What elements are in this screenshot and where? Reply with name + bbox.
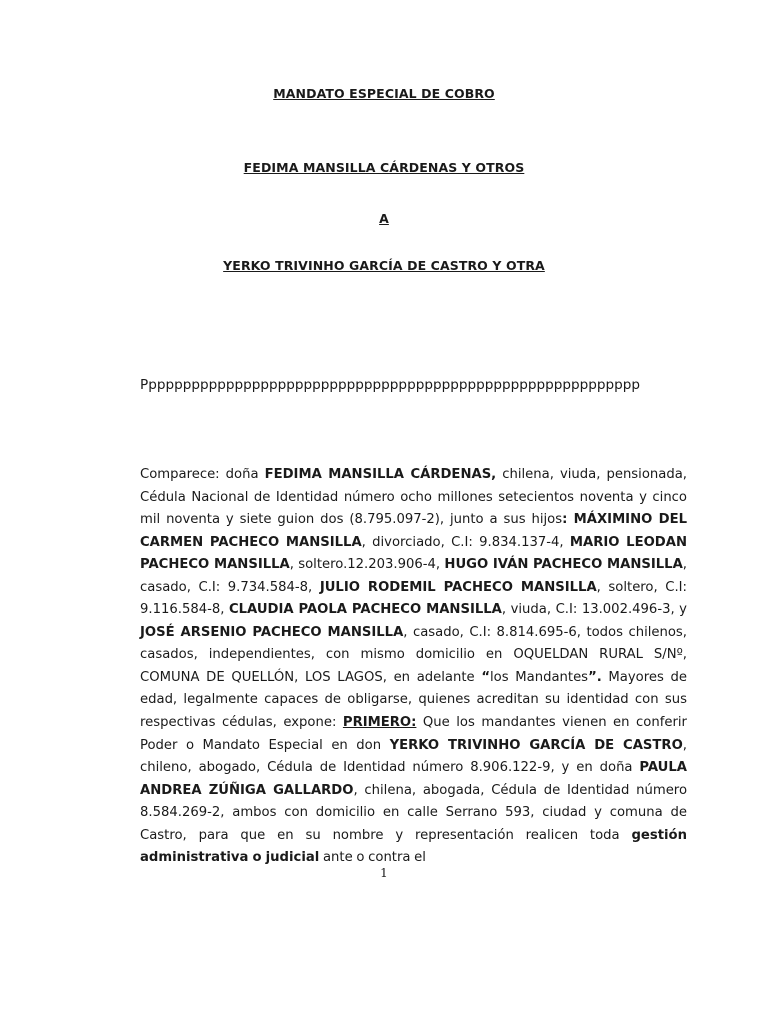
versus-heading: A [379,211,389,226]
defined-term: los Mandantes [490,669,589,685]
body-text-segment: , chileno, abogado, Cédula de Identidad número 8.906.122-9, y en doña [140,737,687,776]
body-text-segment: , casado, C.I: 8.814.695-6, todos chilenos, casados, independientes, con mismo domicilio en OQUELDAN RURAL S/Nº, COMUNA DE QUELLÓN, LOS LAGOS, en adelante [140,624,687,685]
party-one-heading: FEDIMA MANSILLA CÁRDENAS Y OTROS [243,160,525,175]
body-text-segment: Comparece: doña [140,467,265,482]
document-title: MANDATO ESPECIAL DE COBRO [273,86,495,101]
body-paragraph [140,464,687,870]
body-text-segment: chilena, viuda, pensionada, Cédula Nacional de Identidad número ocho millones setecientos noventa y cinco mil noventa y siete guion dos (8.795.097-2), junto a sus hijos [140,467,687,528]
child-name-jose: JOSÉ ARSENIO PACHECO MANSILLA [140,624,404,640]
body-text-segment: Mayores de edad, legalmente capaces de obligarse, quienes acreditan su identidad con sus respectivas cédulas, expone: [140,669,688,731]
scope-term: gestión administrativa o judicial [140,827,687,866]
body-text-segment: , soltero, C.I: 9.116.584-8, [140,579,687,618]
body-text-segment: , divorciado, C.I: 9.834.137-4, [361,534,570,550]
child-name-claudia: CLAUDIA PAOLA PACHECO MANSILLA [228,602,502,618]
child-name-julio: JULIO RODEMIL PACHECO MANSILLA [319,579,597,595]
close-quote: ”. [588,669,602,685]
body-text-segment: , viuda, C.I: 13.002.496-3, y [501,602,687,618]
attorney-name-yerko: YERKO TRIVINHO GARCÍA DE CASTRO [389,737,683,753]
child-name-hugo: HUGO IVÁN PACHECO MANSILLA [444,557,683,573]
child-name-mario: MARIO LEODAN PACHECO MANSILLA [140,534,687,573]
body-text-segment: , soltero.12.203.906-4, [289,557,445,573]
child-name-maximino: : MÁXIMINO DEL CARMEN PACHECO MANSILLA [140,512,687,550]
open-quote: “ [481,669,490,685]
body-text-segment: Que los mandantes vienen en conferir Poder o Mandato Especial en don [140,715,687,753]
body-text-segment: , chilena, abogada, Cédula de Identidad número 8.584.269-2, ambos con domicilio en calle Serrano 593, ciudad y comuna de Castro, para que en su nombre y representación realicen toda [140,782,688,843]
page-number: 1 [380,866,388,880]
attorney-name-paula: PAULA ANDREA ZÚÑIGA GALLARDO [140,760,687,798]
filler-line: Pppppppppppppppppppppppppppppppppppppppppppppppppppppppppp [140,377,641,393]
body-text-segment: ante o contra el [319,850,426,866]
body-text-segment: , casado, C.I: 9.734.584-8, [140,557,687,595]
party-two-heading: YERKO TRIVINHO GARCÍA DE CASTRO Y OTRA [223,258,545,273]
clause-primero-label: PRIMERO: [342,715,417,731]
principal-name: FEDIMA MANSILLA CÁRDENAS, [264,467,497,482]
